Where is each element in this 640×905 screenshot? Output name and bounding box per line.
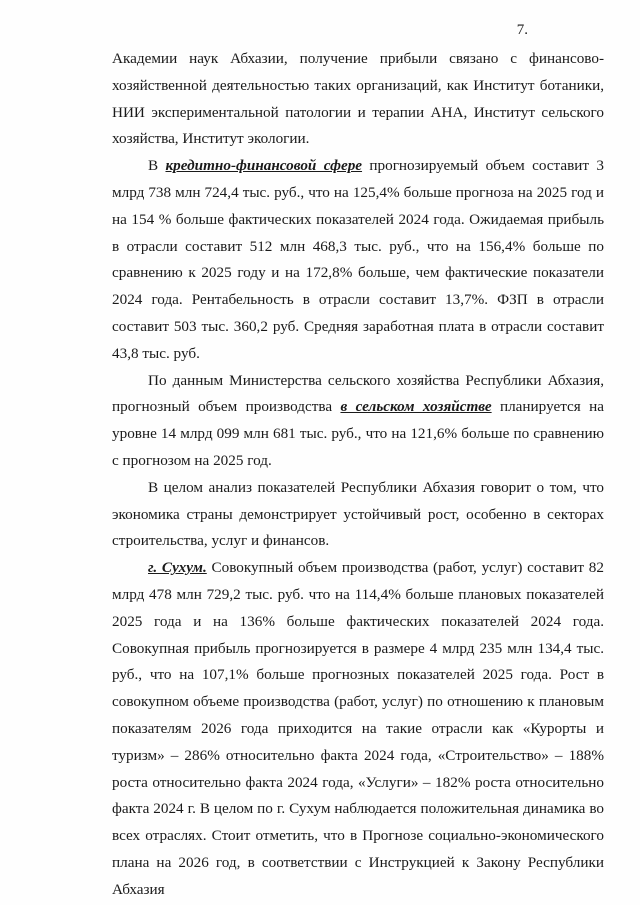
emphasis-agriculture: в сельском хозяйстве — [340, 398, 492, 416]
paragraph-text: По данным Министерства сельского хозяйства Республики Абхазия, прогнозный объем производства — [112, 371, 604, 416]
emphasis-sukhum: г. Сухум. — [148, 559, 207, 577]
paragraph-text: прогнозируемый объем составит 3 млрд 738 млн 724,4 тыс. руб., что на 125,4% больше прогноза на 2025 год и на 154 % больше фактических показателей 2024 года. Ожидаемая прибыль в отрасли составит 512 млн 468,3 тыс. руб., что на 156,4% больше по сравнению к 2025 году и на 172,8% больше, чем фактические показатели 2024 года. Рентабельность в отрасли составит 13,7%. ФЗП в отрасли составит 503 тыс. 360,2 руб. Средняя заработная плата в отрасли составит 43,8 тыс. руб. — [112, 157, 604, 362]
paragraph-summary — [112, 475, 604, 555]
paragraph-sukhum — [112, 555, 604, 903]
paragraph-text: планируется на уровне 14 млрд 099 млн 681 тыс. руб., что на 121,6% больше по сравнению с прогнозом на 2025 год. — [112, 398, 604, 469]
paragraph-text: В целом анализ показателей Республики Абхазия говорит о том, что экономика страны демонстрирует устойчивый рост, особенно в секторах строительства, услуг и финансов. — [112, 478, 604, 550]
paragraph-agriculture — [112, 368, 604, 475]
paragraph-text: В — [148, 157, 166, 175]
paragraph-text: Совокупный объем производства (работ, услуг) составит 82 млрд 478 млн 729,2 тыс. руб. что на 114,4% больше плановых показателей 2025 года и на 136% больше фактических показателей 2024 года. Совокупная прибыль прогнозируется в размере 4 млрд 235 млн 134,4 тыс. руб., что на 107,1% больше прогнозных показателей 2025 года. Рост в совокупном объеме производства (работ, услуг) по отношению к плановым показателям 2026 года приходится на такие отрасли как «Курорты и туризм» – 286% относительно факта 2024 года, «Строительство» – 188% роста относительно факта 2024 года, «Услуги» – 182% роста относительно факта 2024 г. В целом по г. Сухум наблюдается положительная динамика во всех отраслях. Стоит отметить, что в Прогнозе социально-экономического плана на 2026 год, в соответствии с Инструкцией к Закону Республики Абхазия — [112, 559, 604, 898]
emphasis-credit-finance-sector: кредитно-финансовой сфере — [165, 157, 363, 175]
page-number: 7. — [516, 22, 528, 38]
paragraph-credit-finance — [112, 153, 604, 367]
paragraph-text: Академии наук Абхазии, получение прибыли связано с финансово-хозяйственной деятельностью таких организаций, как Институт ботаники, НИИ экспериментальной патологии и терапии АНА, Институт сельского хозяйства, Институт экологии. — [112, 50, 604, 148]
paragraph-institutes — [112, 46, 604, 153]
document-body — [112, 46, 604, 904]
